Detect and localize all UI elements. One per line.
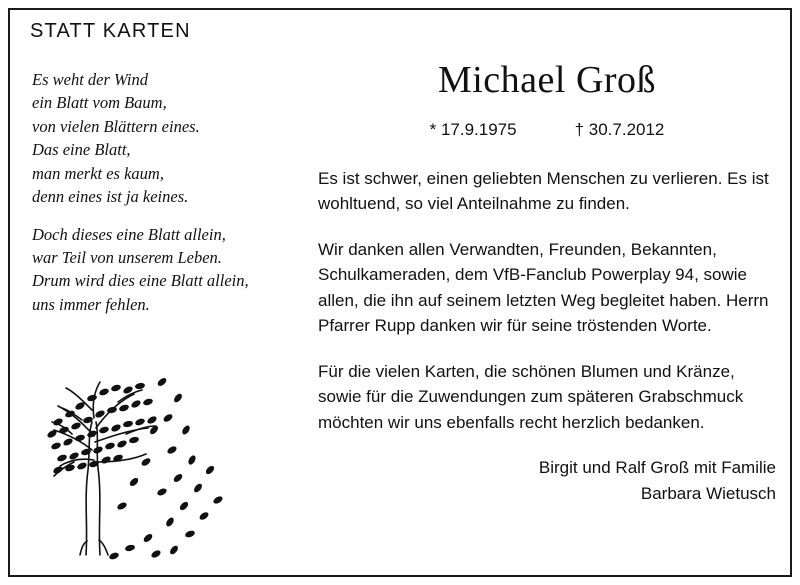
death-date: † 30.7.2012 — [574, 119, 665, 139]
poem-line: war Teil von unserem Leben. — [32, 247, 222, 267]
poem-line: Das eine Blatt, — [32, 140, 131, 160]
poem-line: von vielen Blättern eines. — [32, 116, 200, 136]
message-paragraph: Es ist schwer, einen geliebten Menschen zu verlieren. Es ist wohltuend, so viel Anteilnahme zu finden. — [318, 168, 769, 214]
signature-block — [318, 455, 776, 506]
message-paragraph: Wir danken allen Verwandten, Freunden, Bekannten, Schulkameraden, dem VfB-Fanclub Powerplay 94, sowie allen, die ihn auf seinem letzten Weg begleitet haben. Herrn Pfarrer Rupp danken wir für seine tröstenden Worte. — [318, 239, 769, 336]
birth-date: * 17.9.1975 — [429, 119, 517, 139]
poem-stanza — [32, 223, 312, 317]
life-dates — [318, 120, 776, 140]
poem-line: Doch dieses eine Blatt allein, — [32, 224, 226, 244]
poem-line: Drum wird dies eine Blatt allein, — [32, 271, 249, 291]
poem-stanza — [32, 68, 312, 209]
statt-karten-notice: STATT KARTEN — [30, 20, 191, 42]
signature-line: Birgit und Ralf Groß mit Familie — [538, 458, 776, 478]
poem-line: uns immer fehlen. — [32, 294, 150, 314]
poem-line: man merkt es kaum, — [32, 163, 164, 183]
poem-line: Es weht der Wind — [32, 70, 148, 89]
message-paragraph: Für die vielen Karten, die schönen Blumen und Kränze, sowie für die Zuwendungen zum späteren Grabschmuck möchten wir uns ebenfalls recht herzlich bedanken. — [318, 361, 744, 432]
poem-line: ein Blatt vom Baum, — [32, 93, 167, 113]
signature-line: Barbara Wietusch — [640, 483, 776, 503]
obituary-main — [318, 60, 776, 506]
poem-line: denn eines ist ja keines. — [32, 187, 189, 207]
deceased-name: Michael Groß — [437, 59, 657, 101]
windswept-tree-illustration — [22, 310, 312, 565]
message-body — [318, 166, 776, 436]
poem-text — [32, 68, 312, 316]
